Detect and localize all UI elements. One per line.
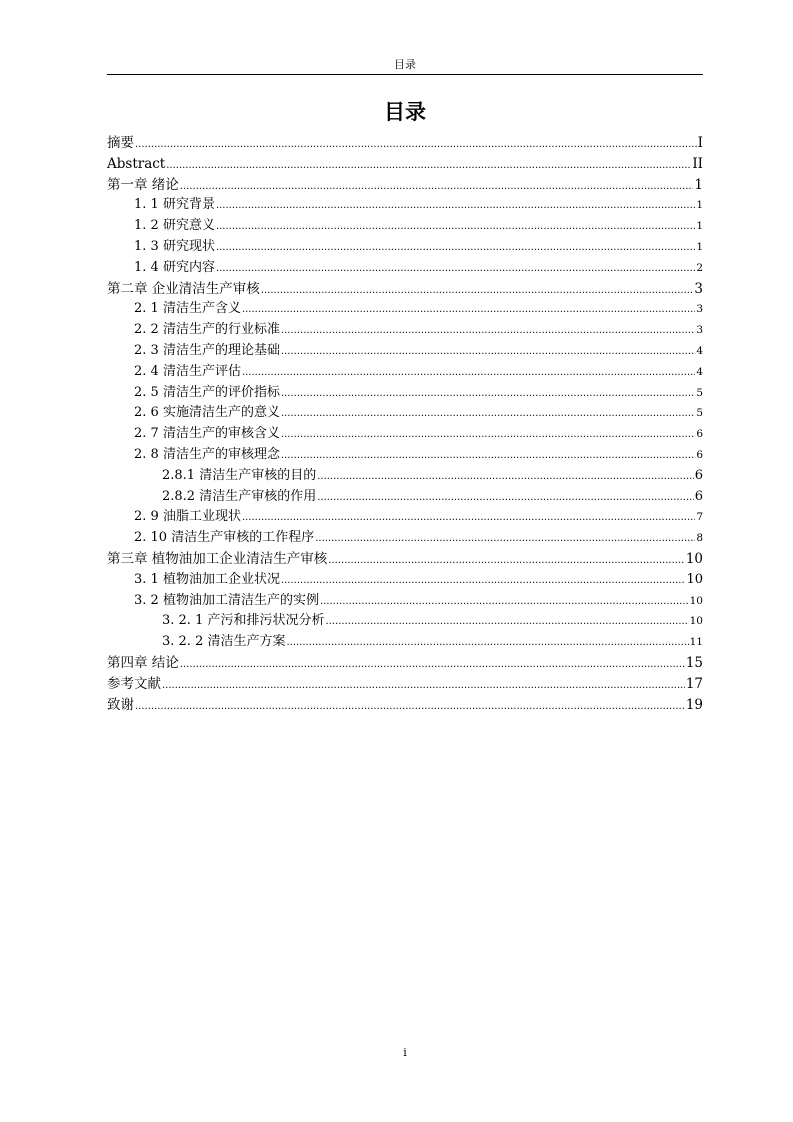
toc-entry-page: 4 xyxy=(696,344,703,357)
toc-entry-chapter-3[interactable] xyxy=(107,549,703,570)
running-header: 目录 xyxy=(394,58,416,71)
dot-leader xyxy=(216,217,695,238)
toc-entry-chapter-1[interactable] xyxy=(107,175,703,196)
dot-leader xyxy=(281,321,695,342)
toc-entry-references[interactable] xyxy=(107,674,703,695)
toc-entry-title: 2.8.2 清洁生产审核的作用 xyxy=(162,488,317,504)
dot-leader xyxy=(315,529,695,550)
toc-entry-2-6[interactable] xyxy=(107,403,703,424)
table-of-contents xyxy=(107,133,703,715)
toc-entry-2-2[interactable] xyxy=(107,320,703,341)
toc-entry-page: 10 xyxy=(685,550,703,567)
toc-entry-page: 1 xyxy=(696,240,703,253)
toc-entry-title: 第三章 植物油加工企业清洁生产审核 xyxy=(107,550,328,567)
toc-entry-1-3[interactable] xyxy=(107,237,703,258)
toc-entry-page: 15 xyxy=(685,654,703,671)
toc-entry-2-3[interactable] xyxy=(107,341,703,362)
toc-entry-2-5[interactable] xyxy=(107,383,703,404)
dot-leader xyxy=(281,425,695,446)
toc-entry-page: I xyxy=(697,135,703,151)
toc-entry-page: 6 xyxy=(696,428,703,441)
toc-entry-2-10[interactable] xyxy=(107,528,703,549)
toc-entry-3-2-2[interactable] xyxy=(107,632,703,653)
toc-entry-title: Abstract xyxy=(107,155,166,172)
toc-entry-title: 1. 1 研究背景 xyxy=(134,197,215,213)
toc-entry-page: 8 xyxy=(696,532,703,545)
toc-entry-title: 2. 6 实施清洁生产的意义 xyxy=(134,405,280,421)
toc-entry-2-4[interactable] xyxy=(107,362,703,383)
toc-entry-2-9[interactable] xyxy=(107,507,703,528)
toc-entry-3-2[interactable] xyxy=(107,591,703,612)
toc-entry-title: 3. 2. 2 清洁生产方案 xyxy=(162,634,286,650)
dot-leader xyxy=(281,384,695,405)
dot-leader xyxy=(216,238,695,259)
dot-leader xyxy=(135,135,697,156)
toc-entry-page: 6 xyxy=(696,448,703,461)
toc-entry-title: 2. 9 油脂工业现状 xyxy=(134,509,241,525)
toc-entry-title: 2. 2 清洁生产的行业标准 xyxy=(134,322,280,338)
page-number: i xyxy=(403,1046,407,1059)
toc-entry-title: 2. 4 清洁生产评估 xyxy=(134,363,241,379)
dot-leader xyxy=(317,467,694,488)
toc-entry-title: 2. 7 清洁生产的审核含义 xyxy=(134,426,280,442)
dot-leader xyxy=(180,655,685,676)
toc-entry-2-1[interactable] xyxy=(107,299,703,320)
toc-entry-title: 2. 10 清洁生产审核的工作程序 xyxy=(134,530,315,546)
dot-leader xyxy=(325,612,688,633)
dot-leader xyxy=(242,508,695,529)
dot-leader xyxy=(281,404,695,425)
toc-entry-chapter-4[interactable] xyxy=(107,653,703,674)
toc-entry-title: 2. 1 清洁生产含义 xyxy=(134,301,241,317)
toc-entry-page: 10 xyxy=(689,615,703,628)
toc-entry-page: II xyxy=(692,155,703,172)
toc-entry-page: 6 xyxy=(694,467,703,483)
toc-entry-chapter-2[interactable] xyxy=(107,279,703,300)
toc-entry-title: 3. 2 植物油加工清洁生产的实例 xyxy=(134,592,319,608)
dot-leader xyxy=(328,551,685,572)
toc-entry-title: 3. 1 植物油加工企业状况 xyxy=(134,571,280,587)
dot-leader xyxy=(286,633,688,654)
toc-entry-title: 2. 3 清洁生产的理论基础 xyxy=(134,342,280,358)
toc-entry-page: 6 xyxy=(694,488,703,504)
toc-entry-page: 4 xyxy=(696,365,703,378)
toc-entry-title: 参考文献 xyxy=(107,675,161,692)
toc-entry-3-1[interactable] xyxy=(107,570,703,591)
dot-leader xyxy=(242,363,695,384)
toc-entry-title: 2. 8 清洁生产的审核理念 xyxy=(134,446,280,462)
dot-leader xyxy=(320,592,689,613)
toc-entry-title: 第二章 企业清洁生产审核 xyxy=(107,280,260,297)
dot-leader xyxy=(166,156,691,177)
toc-entry-2-8-1[interactable] xyxy=(107,466,703,487)
toc-entry-page: 1 xyxy=(696,220,703,233)
toc-entry-title: 1. 4 研究内容 xyxy=(134,259,215,275)
toc-entry-1-4[interactable] xyxy=(107,258,703,279)
header-rule xyxy=(107,74,703,75)
dot-leader xyxy=(162,676,685,697)
toc-entry-title: 3. 2. 1 产污和排污状况分析 xyxy=(162,613,325,629)
toc-entry-title: 1. 2 研究意义 xyxy=(134,218,215,234)
toc-entry-3-2-1[interactable] xyxy=(107,611,703,632)
toc-entry-page: 17 xyxy=(685,675,703,692)
toc-entry-page: 1 xyxy=(696,199,703,212)
toc-entry-page: 5 xyxy=(696,407,703,420)
toc-entry-abstract-en[interactable] xyxy=(107,154,703,175)
toc-entry-acknowledgements[interactable] xyxy=(107,695,703,716)
dot-leader xyxy=(281,342,695,363)
toc-entry-2-8[interactable] xyxy=(107,445,703,466)
toc-entry-title: 第四章 结论 xyxy=(107,654,179,671)
toc-entry-title: 1. 3 研究现状 xyxy=(134,238,215,254)
toc-entry-page: 7 xyxy=(696,511,703,524)
toc-entry-page: 11 xyxy=(689,636,703,649)
dot-leader xyxy=(242,300,695,321)
dot-leader xyxy=(281,571,686,592)
toc-entry-title: 摘要 xyxy=(107,135,134,151)
toc-entry-page: 3 xyxy=(696,324,703,337)
toc-entry-title: 致谢 xyxy=(107,696,134,713)
dot-leader xyxy=(216,259,695,280)
toc-entry-page: 3 xyxy=(694,280,703,297)
toc-entry-2-8-2[interactable] xyxy=(107,487,703,508)
dot-leader xyxy=(216,196,695,217)
dot-leader xyxy=(261,281,694,302)
toc-entry-page: 2 xyxy=(696,261,703,274)
toc-entry-page: 3 xyxy=(696,303,703,316)
toc-entry-1-2[interactable] xyxy=(107,216,703,237)
toc-entry-abstract-cn[interactable] xyxy=(107,133,703,154)
dot-leader xyxy=(180,177,694,198)
toc-entry-page: 19 xyxy=(685,696,703,713)
toc-entry-title: 2.8.1 清洁生产审核的目的 xyxy=(162,467,317,483)
dot-leader xyxy=(135,697,685,718)
toc-entry-title: 2. 5 清洁生产的评价指标 xyxy=(134,384,280,400)
toc-title: 目录 xyxy=(384,99,426,124)
toc-entry-2-7[interactable] xyxy=(107,424,703,445)
dot-leader xyxy=(281,446,695,467)
toc-entry-1-1[interactable] xyxy=(107,195,703,216)
toc-entry-page: 1 xyxy=(694,176,703,193)
toc-entry-page: 10 xyxy=(689,594,703,607)
toc-entry-title: 第一章 绪论 xyxy=(107,176,179,193)
toc-entry-page: 5 xyxy=(696,386,703,399)
toc-entry-page: 10 xyxy=(686,571,703,587)
dot-leader xyxy=(317,488,694,509)
